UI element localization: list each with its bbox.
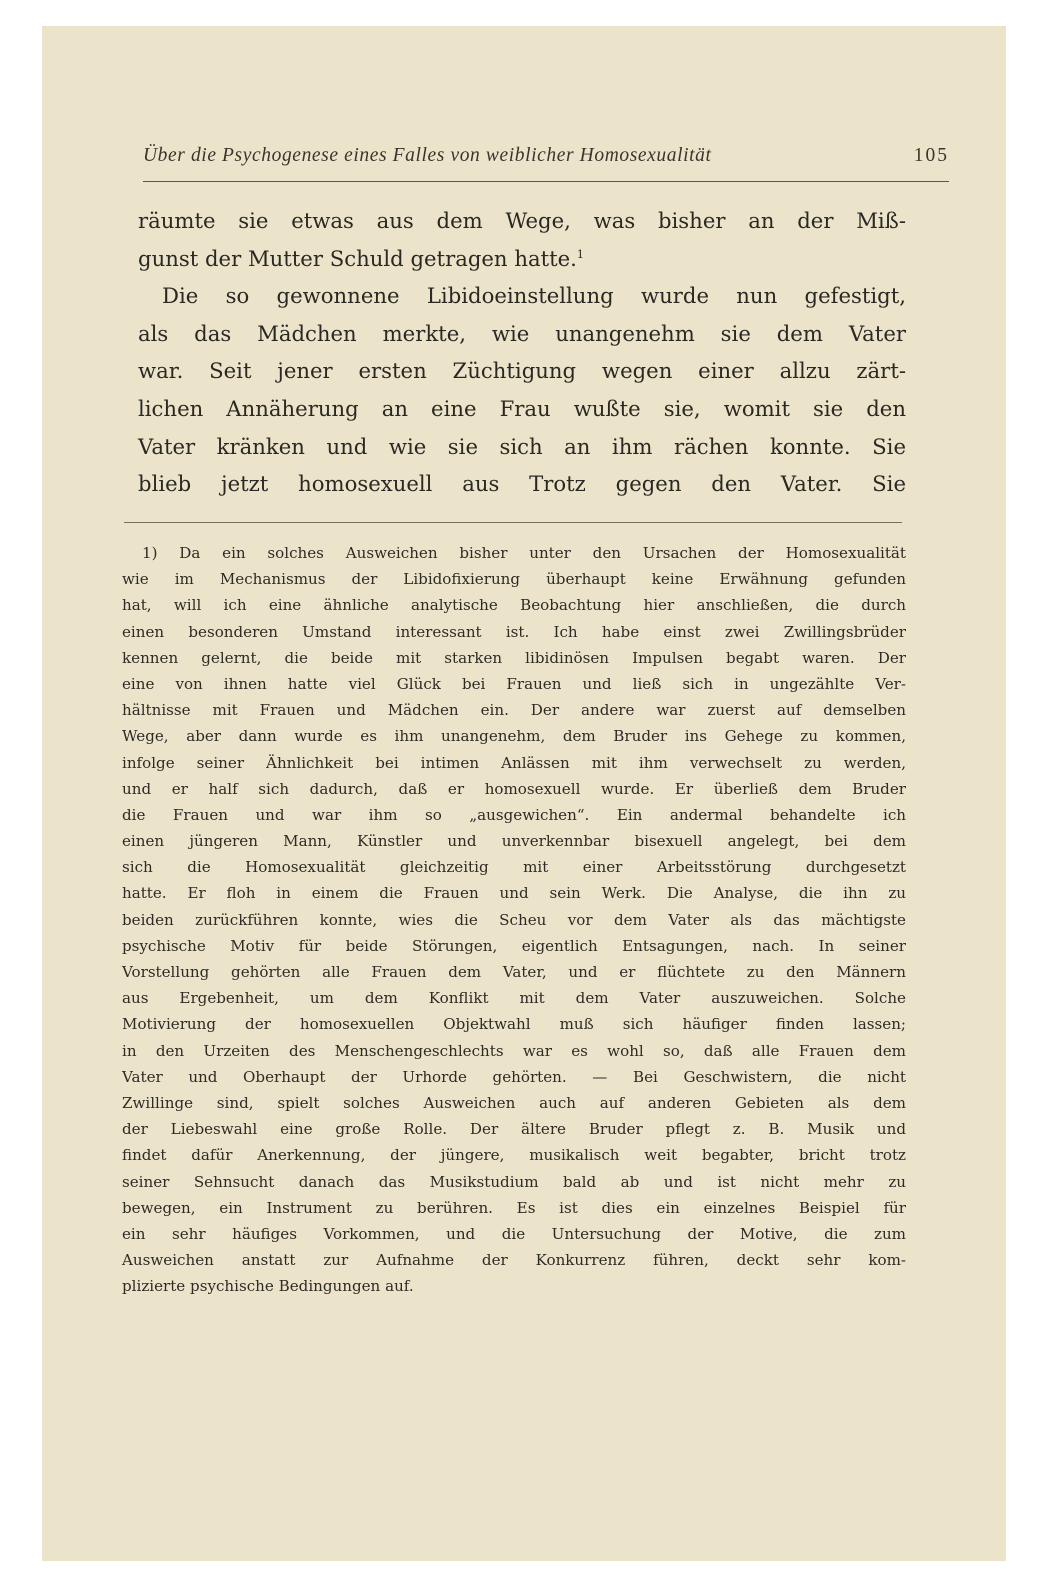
body-line bbox=[138, 240, 906, 278]
footnote-reference: 1 bbox=[576, 247, 584, 261]
body-line: räumte sie etwas aus dem Wege, was bisher an der Miß- bbox=[138, 208, 906, 233]
page-number: 105 bbox=[913, 145, 949, 166]
footnote-line: aus Ergebenheit, um dem Konflikt mit dem Vater auszuweichen. Solche bbox=[122, 989, 906, 1008]
body-line-text: gunst der Mutter Schuld getragen hatte. bbox=[138, 245, 577, 271]
body-line: Vater kränken und wie sie sich an ihm rächen konnte. Sie bbox=[138, 433, 906, 459]
footnote-line: psychische Motiv für beide Störungen, eigentlich Entsagungen, nach. In seiner bbox=[122, 936, 906, 955]
footnote-line: sich die Homosexualität gleichzeitig mit einer Arbeitsstörung durchgesetzt bbox=[122, 858, 906, 877]
footnote-line: Ausweichen anstatt zur Aufnahme der Konkurrenz führen, deckt sehr kom- bbox=[122, 1251, 906, 1270]
main-text bbox=[138, 202, 906, 503]
footnote-line: beiden zurückführen konnte, wies die Scheu vor dem Vater als das mächtigste bbox=[122, 910, 906, 929]
footnote-line: hat, will ich eine ähnliche analytische Beobachtung hier anschließen, die durch bbox=[122, 596, 906, 615]
footnote-line: Vater und Oberhaupt der Urhorde gehörten. — Bei Geschwistern, die nicht bbox=[122, 1067, 906, 1086]
footnote-line: findet dafür Anerkennung, der jüngere, musikalisch weit begabter, bricht trotz bbox=[122, 1146, 906, 1165]
footnote-line: Zwillinge sind, spielt solches Ausweichen auch auf anderen Gebieten als dem bbox=[122, 1093, 906, 1112]
footnote-line: und er half sich dadurch, daß er homosexuell wurde. Er überließ dem Bruder bbox=[122, 779, 906, 798]
footnote-line: Wege, aber dann wurde es ihm unangenehm, dem Bruder ins Gehege zu kommen, bbox=[122, 727, 906, 746]
header-rule bbox=[143, 181, 949, 182]
body-line: blieb jetzt homosexuell aus Trotz gegen den Vater. Sie bbox=[138, 471, 906, 497]
footnote-line: eine von ihnen hatte viel Glück bei Frauen und ließ sich in ungezählte Ver- bbox=[122, 674, 906, 693]
footnote-line: bewegen, ein Instrument zu berühren. Es ist dies ein einzelnes Beispiel für bbox=[122, 1198, 906, 1217]
footnote-rule bbox=[124, 522, 902, 523]
body-line: war. Seit jener ersten Züchtigung wegen einer allzu zärt- bbox=[138, 358, 906, 384]
running-header bbox=[143, 145, 949, 167]
footnote-line: wie im Mechanismus der Libidofixierung überhaupt keine Erwähnung gefunden bbox=[122, 570, 906, 589]
book-page bbox=[42, 26, 1006, 1561]
footnote-line: kennen gelernt, die beide mit starken libidinösen Impulsen begabt waren. Der bbox=[122, 648, 906, 667]
footnote-line: Vorstellung gehörten alle Frauen dem Vater, und er flüchtete zu den Männern bbox=[122, 963, 906, 981]
footnote-line: hatte. Er floh in einem die Frauen und sein Werk. Die Analyse, die ihn zu bbox=[122, 884, 906, 903]
footnote-line: ein sehr häufiges Vorkommen, und die Untersuchung der Motive, die zum bbox=[122, 1224, 906, 1243]
footnote-line: der Liebeswahl eine große Rolle. Der ältere Bruder pflegt z. B. Musik und bbox=[122, 1120, 906, 1139]
body-line: lichen Annäherung an eine Frau wußte sie, womit sie den bbox=[138, 395, 906, 421]
footnote-line: plizierte psychische Bedingungen auf. bbox=[122, 1277, 414, 1296]
footnote-line: hältnisse mit Frauen und Mädchen ein. Der andere war zuerst auf demselben bbox=[122, 701, 906, 720]
footnote bbox=[122, 540, 906, 1299]
running-header-title: Über die Psychogenese eines Falles von weiblicher Homosexualität bbox=[143, 145, 712, 166]
footnote-line: einen besonderen Umstand interessant ist. Ich habe einst zwei Zwillingsbrüder bbox=[122, 622, 906, 641]
footnote-line: infolge seiner Ähnlichkeit bei intimen Anlässen mit ihm verwechselt zu werden, bbox=[122, 753, 906, 772]
footnote-line: einen jüngeren Mann, Künstler und unverkennbar bisexuell angelegt, bei dem bbox=[122, 832, 906, 851]
body-line: als das Mädchen merkte, wie unangenehm sie dem Vater bbox=[138, 320, 906, 346]
footnote-line: seiner Sehnsucht danach das Musikstudium bald ab und ist nicht mehr zu bbox=[122, 1172, 906, 1191]
footnote-line: 1) Da ein solches Ausweichen bisher unter den Ursachen der Homosexualität bbox=[142, 544, 906, 562]
footnote-line: die Frauen und war ihm so „ausgewichen“. Ein andermal behandelte ich bbox=[122, 805, 906, 824]
footnote-line: Motivierung der homosexuellen Objektwahl muß sich häufiger finden lassen; bbox=[122, 1015, 906, 1034]
body-line: Die so gewonnene Libidoeinstellung wurde nun gefestigt, bbox=[162, 283, 906, 309]
footnote-line: in den Urzeiten des Menschengeschlechts war es wohl so, daß alle Frauen dem bbox=[122, 1041, 906, 1060]
